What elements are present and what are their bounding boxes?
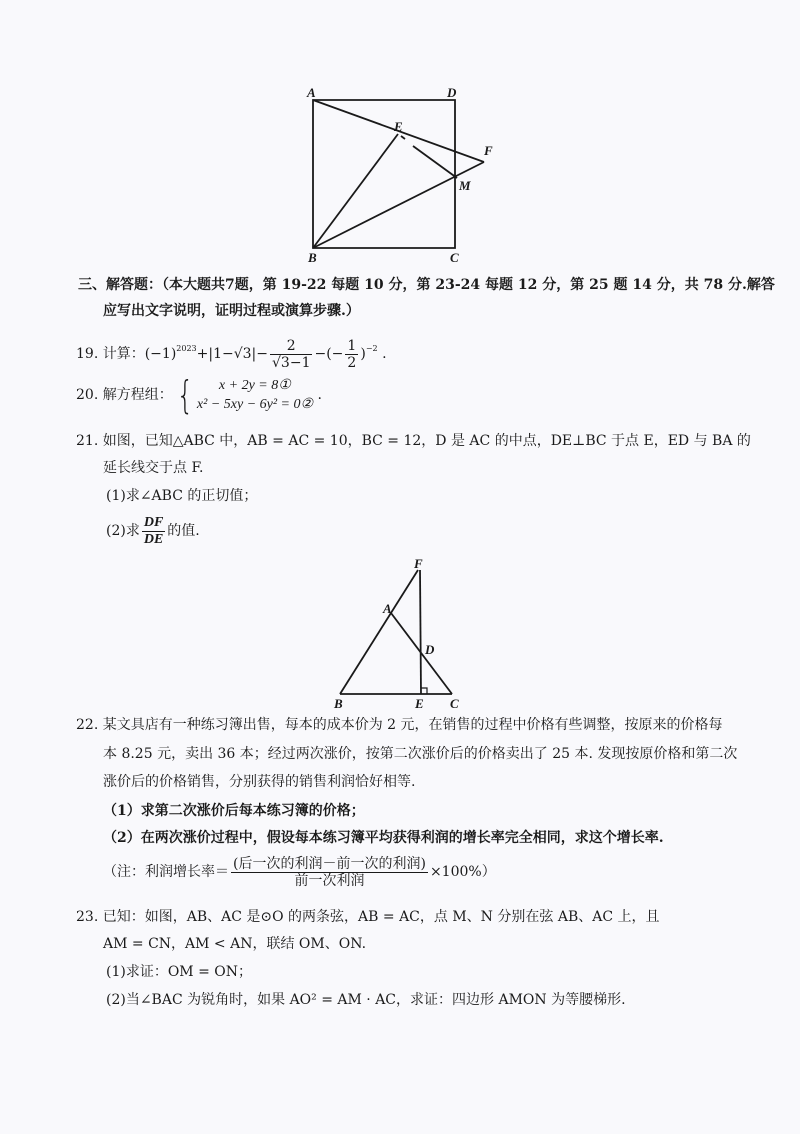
q19-expr-3: −(− — [314, 346, 344, 362]
left-brace-icon: { — [176, 373, 194, 417]
label-c: C — [450, 250, 459, 265]
q22-note — [103, 855, 496, 889]
equation-2: x² − 5xy − 6y² = 0② — [196, 397, 314, 412]
q21-subquestion-2 — [106, 514, 200, 548]
equation-1: x + 2y = 8① — [218, 378, 291, 393]
label-c: C — [450, 696, 459, 711]
q21-subquestion-1: (1)求∠ABC 的正切值； — [106, 488, 258, 504]
q23-number: 23. — [76, 909, 99, 925]
note-prefix: （注：利润增长率＝ — [103, 864, 229, 880]
q22-line1: 某文具店有一种练习簿出售，每本的成本价为 2 元，在销售的过程中价格有些调整，按原来的价格每 — [102, 717, 723, 733]
label-e: E — [394, 119, 403, 134]
label-a: A — [307, 85, 316, 100]
q23-line2: AM = CN，AM < AN，联结 OM、ON. — [103, 936, 367, 952]
label-m: M — [459, 178, 471, 193]
q21-line2: 延长线交于点 F. — [103, 460, 204, 476]
q19-exp-2: −2 — [365, 344, 378, 353]
q19-expr-4: ) — [360, 346, 366, 362]
label-b: B — [334, 696, 343, 711]
question-23 — [76, 908, 660, 926]
label-f: F — [414, 556, 423, 571]
square-geometry-figure — [295, 82, 505, 267]
q20-number: 20. — [76, 387, 99, 403]
label-b: B — [308, 250, 317, 265]
label-d: D — [425, 642, 435, 657]
equation-system — [197, 376, 313, 414]
q19-expr-1: (−1) — [144, 346, 177, 362]
section-title: 三、解答题： — [78, 277, 162, 293]
label-e: E — [415, 696, 424, 711]
q19-number: 19. — [76, 346, 99, 362]
q23-subquestion-1: (1)求证：OM = ON； — [106, 964, 253, 980]
profit-growth-formula: $\frac{\text{(后一次的利润－前一次的利润)}}{\text{前一次利润}}$ — [233, 855, 426, 889]
q19-fraction-1: $\frac{2}{√3-1}$ — [272, 337, 311, 371]
q21-sub2-prefix: (2)求 — [106, 523, 140, 539]
question-22 — [76, 716, 723, 734]
q19-exp-1: 2023 — [176, 344, 197, 353]
q23-line1: 已知：如图，AB、AC 是⊙O 的两条弦，AB = AC，点 M、N 分别在弦 AB、AC 上，且 — [102, 909, 660, 925]
q20-end: . — [317, 387, 322, 403]
label-a: A — [383, 601, 392, 616]
q22-line2: 本 8.25 元，卖出 36 本；经过两次涨价，按第二次涨价后的价格卖出了 25 本. 发现按原价格和第二次 — [103, 746, 738, 762]
q19-prompt: 计算： — [102, 346, 145, 362]
question-19 — [76, 333, 387, 371]
q21-ratio-fraction: $\frac{DF}{DE}$ — [143, 514, 164, 547]
q19-expr-2: +|1−√3|− — [196, 346, 269, 362]
q22-subquestion-1: （1）求第二次涨价后每本练习簿的价格； — [103, 803, 365, 819]
q22-number: 22. — [76, 717, 99, 733]
section-desc-line1: （本大题共7题，第 19-22 每题 10 分，第 23-24 每题 12 分，第 25 题 14 分，共 78 分.解答 — [162, 277, 775, 293]
section-desc-line2: 应写出文字说明，证明过程或演算步骤.） — [103, 303, 360, 319]
question-20 — [76, 375, 322, 415]
q20-prompt: 解方程组： — [102, 387, 173, 403]
question-21 — [76, 432, 751, 450]
q22-line3: 涨价后的价格销售，分别获得的销售利润恰好相等. — [103, 774, 416, 790]
q19-end: . — [382, 346, 387, 362]
q21-line1: 如图，已知△ABC 中，AB = AC = 10，BC = 12，D 是 AC 的中点，DE⊥BC 于点 E，ED 与 BA 的 — [102, 433, 751, 449]
q19-fraction-2: $\frac{1}{2}$ — [347, 337, 357, 371]
label-d: D — [447, 85, 457, 100]
q21-number: 21. — [76, 433, 99, 449]
q22-subquestion-2: （2）在两次涨价过程中，假设每本练习簿平均获得利润的增长率完全相同，求这个增长率. — [103, 830, 664, 846]
q21-sub2-suffix: 的值. — [167, 523, 200, 539]
note-suffix: ×100%） — [429, 864, 496, 880]
label-f: F — [484, 143, 493, 158]
q23-subquestion-2: (2)当∠BAC 为锐角时，如果 AO² = AM · AC，求证：四边形 AMON 为等腰梯形. — [106, 992, 626, 1008]
triangle-geometry-figure — [325, 555, 475, 715]
section-header — [78, 276, 775, 294]
